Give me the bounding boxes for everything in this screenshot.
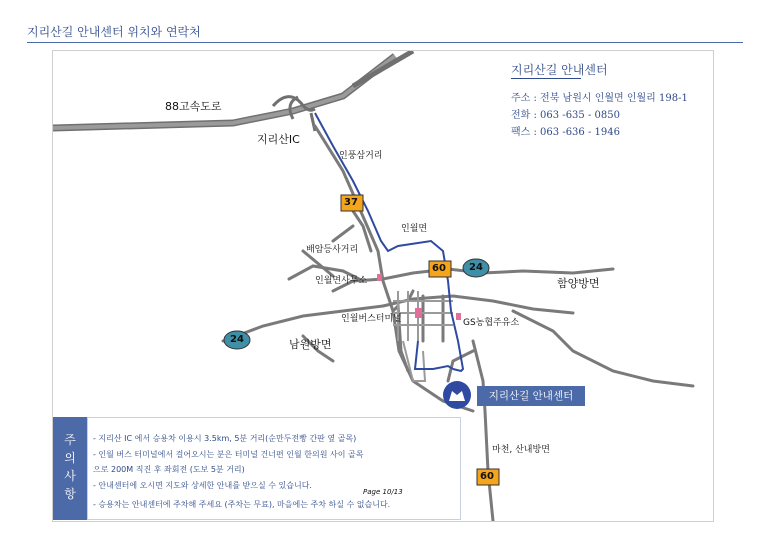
label-terminal: 인월버스터미널 xyxy=(341,314,402,324)
terminal-marker xyxy=(415,308,422,318)
label-inwol: 인월면 xyxy=(401,224,428,234)
notice-char: 항 xyxy=(64,487,76,501)
label-ic: 지리산IC xyxy=(257,133,300,146)
notice-char: 의 xyxy=(64,451,76,465)
notice-line: - 인월 버스 터미널에서 걸어오시는 분은 터미널 건너편 인월 한의원 사이 골목 xyxy=(93,450,364,459)
gs-marker xyxy=(456,313,461,320)
contact-title-rule xyxy=(511,78,581,79)
notice-side-label xyxy=(53,417,87,520)
route-circle-24-west-label: 24 xyxy=(230,334,244,345)
notice-char: 사 xyxy=(64,469,76,483)
expressway-88 xyxy=(53,51,413,128)
contact-fax: 팩스 : 063 -636 - 1946 xyxy=(511,127,620,138)
contact-address: 주소 : 전북 남원시 인월면 인월리 198-1 xyxy=(511,93,688,104)
notice-line: - 지리산 IC 에서 승용차 이용시 3.5km, 5분 거리(순만두전빵 간판 옆 골목) xyxy=(93,434,357,443)
notice-line: - 승용차는 안내센터에 주차해 주세요 (주차는 무료), 마을에는 주차 하실 수 없습니다. xyxy=(93,500,391,509)
label-macheon: 마천, 산내방면 xyxy=(492,445,550,455)
map-frame xyxy=(52,50,714,522)
route-badge-60-label: 60 xyxy=(432,263,446,274)
label-baeam: 배암등사거리 xyxy=(306,245,359,255)
label-gs: GS농협주유소 xyxy=(463,318,520,328)
route-badge-60-south-label: 60 xyxy=(480,471,494,482)
page-title: 지리산길 안내센터 위치와 연락처 xyxy=(27,25,201,39)
notice-line: - 안내센터에 오시면 지도와 상세한 안내를 받으실 수 있습니다. xyxy=(93,481,312,490)
center-label: 지리산길 안내센터 xyxy=(477,386,585,406)
title-divider xyxy=(27,42,743,43)
label-office: 인월면사무소 xyxy=(315,276,368,286)
label-injung: 인풍삼거리 xyxy=(339,151,383,161)
page-number: Page 10/13 xyxy=(363,488,403,496)
contact-phone: 전화 : 063 -635 - 0850 xyxy=(511,110,620,121)
contact-title: 지리산길 안내센터 xyxy=(511,63,608,77)
route-badge-37-label: 37 xyxy=(344,197,358,208)
label-hamyang: 함양방면 xyxy=(557,277,600,290)
route-circle-24-east-label: 24 xyxy=(469,262,483,273)
office-marker xyxy=(377,274,382,281)
notice-line: 으로 200M 직진 후 좌회전 (도보 5분 거리) xyxy=(93,465,245,474)
notice-char: 주 xyxy=(64,433,76,447)
label-namwon: 남원방면 xyxy=(289,338,332,351)
label-expressway: 88고속도로 xyxy=(165,100,222,113)
